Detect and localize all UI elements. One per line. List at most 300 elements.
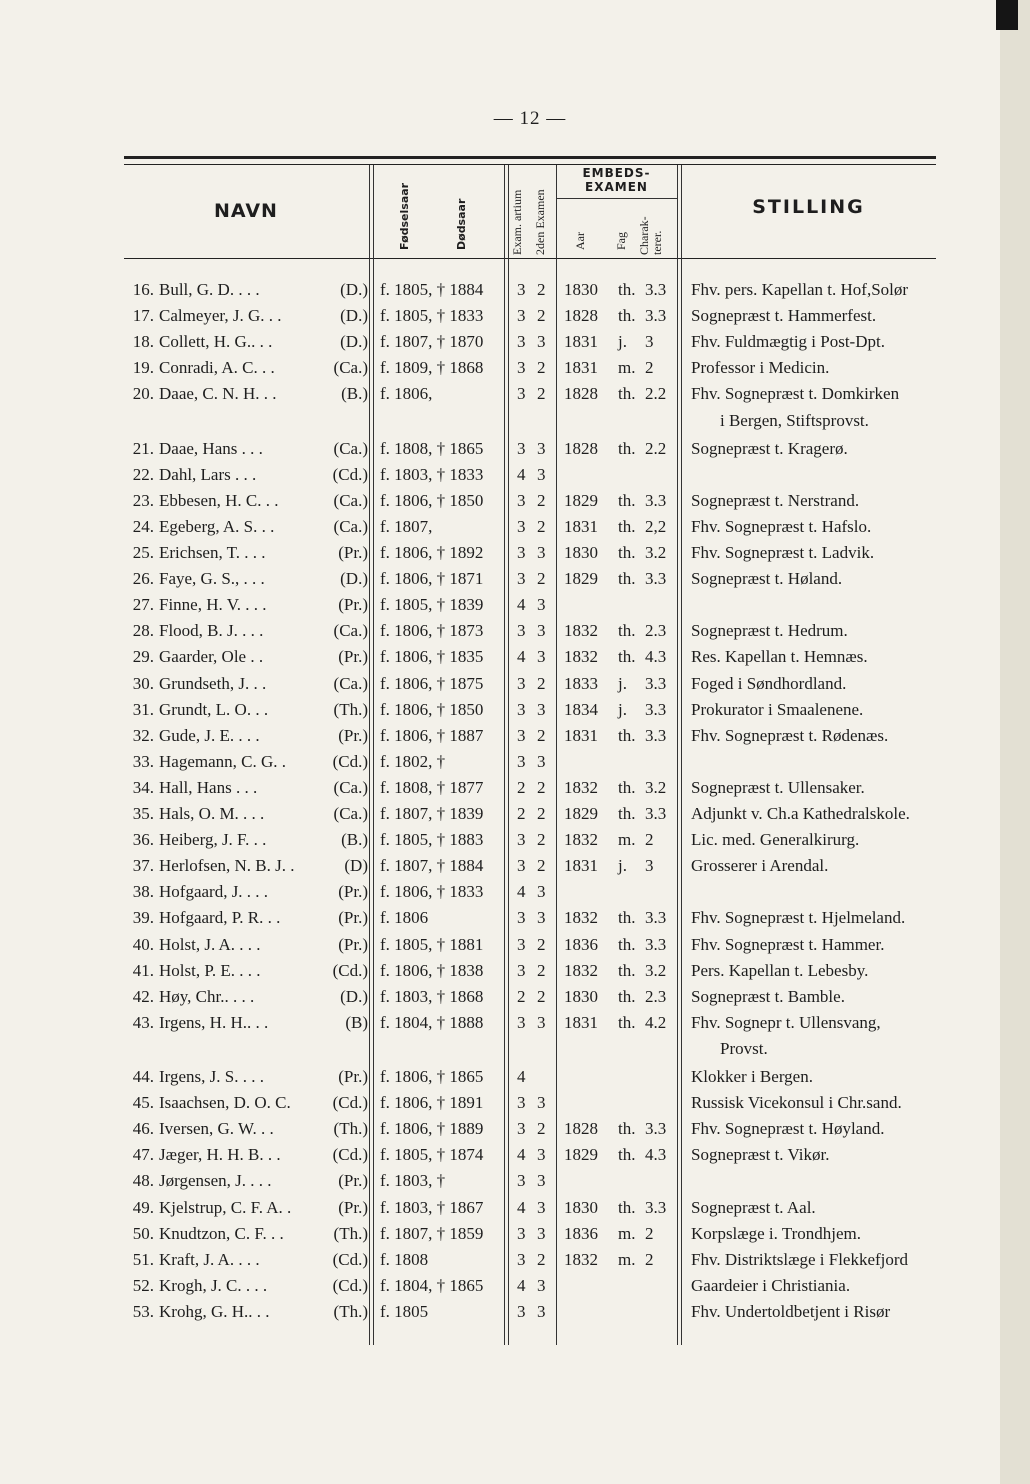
entry-embeds-field: th. <box>618 908 636 927</box>
entry-embeds-grade: 3.3 <box>645 306 667 325</box>
entry-number: 47. <box>132 1145 154 1164</box>
entry-born-died: f. 1807, <box>380 517 433 536</box>
entry-number: 53. <box>132 1302 154 1321</box>
entry-born-died: f. 1803, † 1833 <box>380 465 484 484</box>
entry-region: (Ca.) <box>333 491 368 510</box>
entry-region: (B.) <box>341 384 368 403</box>
entry-exam-artium: 2 <box>517 778 526 797</box>
entry-anden-examen: 2 <box>537 517 546 536</box>
entry-region: (Ca.) <box>333 358 368 377</box>
entry-born-died: f. 1805 <box>380 1302 429 1321</box>
entry-anden-examen: 2 <box>537 491 546 510</box>
table-row <box>0 1093 1000 1119</box>
table-row <box>0 647 1000 673</box>
entry-embeds-year: 1830 <box>564 1198 598 1217</box>
entry-region: (D.) <box>340 987 368 1006</box>
entry-born-died: f. 1806, † 1889 <box>380 1119 484 1138</box>
entry-exam-artium: 4 <box>517 1145 526 1164</box>
entry-exam-artium: 3 <box>517 517 526 536</box>
entry-embeds-grade: 3.3 <box>645 804 667 823</box>
entry-position: Fhv. Sognepræst t. Rødenæs. <box>691 726 889 745</box>
entry-embeds-field: th. <box>618 804 636 823</box>
entry-region: (Ca.) <box>333 621 368 640</box>
entry-born-died: f. 1804, † 1888 <box>380 1013 484 1032</box>
entry-region: (Pr.) <box>338 908 368 927</box>
entry-exam-artium: 3 <box>517 674 526 693</box>
entry-anden-examen: 3 <box>537 1013 546 1032</box>
entry-embeds-field: th. <box>618 491 636 510</box>
entry-exam-artium: 3 <box>517 1093 526 1112</box>
entry-region: (Pr.) <box>338 726 368 745</box>
entry-anden-examen: 3 <box>537 1145 546 1164</box>
entry-number: 40. <box>132 935 154 954</box>
entry-number: 28. <box>132 621 154 640</box>
entry-embeds-grade: 3.3 <box>645 280 667 299</box>
entry-number: 41. <box>132 961 154 980</box>
entry-name: Holst, J. A. . . . <box>159 935 261 954</box>
entry-position: Klokker i Bergen. <box>691 1067 813 1086</box>
entry-exam-artium: 4 <box>517 1198 526 1217</box>
entry-name: Kraft, J. A. . . . <box>159 1250 260 1269</box>
table-row <box>0 384 1000 410</box>
entry-embeds-field: th. <box>618 280 636 299</box>
entry-number: 48. <box>132 1171 154 1190</box>
entry-exam-artium: 3 <box>517 439 526 458</box>
top-rule-thick <box>124 156 936 159</box>
entry-position: Gaardeier i Christiania. <box>691 1276 851 1295</box>
entry-born-died: f. 1805, † 1839 <box>380 595 484 614</box>
entry-name: Egeberg, A. S. . . <box>159 517 275 536</box>
entry-number: 21. <box>132 439 154 458</box>
entry-name: Calmeyer, J. G. . . <box>159 306 282 325</box>
entry-born-died: f. 1806, † 1838 <box>380 961 484 980</box>
entry-position: Adjunkt v. Ch.a Kathedralskole. <box>691 804 910 823</box>
entry-region: (Cd.) <box>332 465 368 484</box>
entry-name: Ebbesen, H. C. . . <box>159 491 279 510</box>
entry-exam-artium: 3 <box>517 1250 526 1269</box>
entry-number: 34. <box>132 778 154 797</box>
entry-number: 35. <box>132 804 154 823</box>
entry-name: Erichsen, T. . . . <box>159 543 266 562</box>
entry-number: 26. <box>132 569 154 588</box>
entry-number: 31. <box>132 700 154 719</box>
entry-anden-examen: 3 <box>537 1224 546 1243</box>
entry-exam-artium: 4 <box>517 1067 526 1086</box>
entry-born-died: f. 1805, † 1883 <box>380 830 484 849</box>
entry-region: (D.) <box>340 332 368 351</box>
entry-region: (Pr.) <box>338 1171 368 1190</box>
entry-region: (Cd.) <box>332 1145 368 1164</box>
entry-exam-artium: 4 <box>517 465 526 484</box>
entry-name: Hofgaard, P. R. . . <box>159 908 281 927</box>
entry-region: (Pr.) <box>338 882 368 901</box>
table-row <box>0 465 1000 491</box>
entry-embeds-year: 1834 <box>564 700 598 719</box>
entry-exam-artium: 3 <box>517 961 526 980</box>
entry-name: Daae, Hans . . . <box>159 439 263 458</box>
entry-position: Fhv. Sognepræst t. Ladvik. <box>691 543 875 562</box>
header-rule <box>124 258 936 259</box>
entry-name: Hall, Hans . . . <box>159 778 258 797</box>
entry-embeds-year: 1832 <box>564 1250 598 1269</box>
entry-embeds-field: th. <box>618 1145 636 1164</box>
page-edge <box>1000 0 1030 1484</box>
entry-anden-examen: 3 <box>537 700 546 719</box>
entry-exam-artium: 3 <box>517 332 526 351</box>
entry-embeds-field: th. <box>618 1013 636 1032</box>
entry-anden-examen: 3 <box>537 1093 546 1112</box>
entry-position: Pers. Kapellan t. Lebesby. <box>691 961 869 980</box>
table-row <box>0 856 1000 882</box>
table-row <box>0 543 1000 569</box>
table-row <box>0 1198 1000 1224</box>
entry-born-died: f. 1805, † 1833 <box>380 306 484 325</box>
entry-embeds-year: 1832 <box>564 908 598 927</box>
entry-region: (B.) <box>341 830 368 849</box>
entry-number: 18. <box>132 332 154 351</box>
entry-embeds-field: j. <box>618 332 627 351</box>
entry-born-died: f. 1806, † 1833 <box>380 882 484 901</box>
entry-name: Høy, Chr.. . . . <box>159 987 255 1006</box>
entry-exam-artium: 3 <box>517 700 526 719</box>
entry-position: Fhv. Sognepræst t. Hafslo. <box>691 517 872 536</box>
entry-name: Daae, C. N. H. . . <box>159 384 277 403</box>
table-row <box>0 674 1000 700</box>
entry-exam-artium: 3 <box>517 491 526 510</box>
page-number: — 12 — <box>493 108 567 129</box>
entry-name: Hagemann, C. G. . <box>159 752 287 771</box>
entry-exam-artium: 3 <box>517 726 526 745</box>
entry-name: Hofgaard, J. . . . <box>159 882 269 901</box>
table-row-continuation <box>0 411 1000 437</box>
entry-embeds-grade: 3.3 <box>645 569 667 588</box>
entry-embeds-field: m. <box>618 1224 636 1243</box>
entry-embeds-year: 1829 <box>564 804 598 823</box>
table-row <box>0 1013 1000 1039</box>
table-row <box>0 700 1000 726</box>
entry-born-died: f. 1807, † 1859 <box>380 1224 484 1243</box>
entry-region: (Pr.) <box>338 935 368 954</box>
entry-born-died: f. 1803, † <box>380 1171 446 1190</box>
entry-number: 29. <box>132 647 154 666</box>
entry-born-died: f. 1806, † 1850 <box>380 700 484 719</box>
entry-born-died: f. 1807, † 1870 <box>380 332 484 351</box>
entry-embeds-year: 1831 <box>564 1013 598 1032</box>
entry-exam-artium: 4 <box>517 647 526 666</box>
entry-region: (D.) <box>340 569 368 588</box>
entry-embeds-grade: 4.2 <box>645 1013 667 1032</box>
entry-embeds-grade: 2 <box>645 830 654 849</box>
entry-exam-artium: 3 <box>517 856 526 875</box>
header-fodselsaar: Fødselsaar <box>398 182 411 250</box>
entry-region: (Th.) <box>333 1224 368 1243</box>
entry-position-continued: i Bergen, Stiftsprovst. <box>720 411 869 430</box>
header-charakterer: Charak- terer. <box>637 216 664 255</box>
entry-embeds-grade: 3.3 <box>645 1119 667 1138</box>
entry-region: (Ca.) <box>333 674 368 693</box>
entry-embeds-grade: 3.3 <box>645 726 667 745</box>
entry-embeds-year: 1832 <box>564 621 598 640</box>
entry-embeds-year: 1831 <box>564 856 598 875</box>
entry-anden-examen: 3 <box>537 332 546 351</box>
entry-embeds-field: th. <box>618 384 636 403</box>
entry-region: (Cd.) <box>332 961 368 980</box>
table-row <box>0 882 1000 908</box>
entry-region: (Pr.) <box>338 1198 368 1217</box>
entry-born-died: f. 1806, † 1865 <box>380 1067 484 1086</box>
header-fag: Fag <box>614 232 628 250</box>
entry-number: 51. <box>132 1250 154 1269</box>
entry-name: Jæger, H. H. B. . . <box>159 1145 281 1164</box>
entry-number: 22. <box>132 465 154 484</box>
entry-embeds-grade: 4.3 <box>645 647 667 666</box>
entry-embeds-grade: 2 <box>645 1250 654 1269</box>
entry-embeds-field: m. <box>618 358 636 377</box>
entry-born-died: f. 1807, † 1884 <box>380 856 484 875</box>
entry-anden-examen: 3 <box>537 1171 546 1190</box>
table-row <box>0 961 1000 987</box>
entry-embeds-year: 1829 <box>564 1145 598 1164</box>
entry-position: Russisk Vicekonsul i Chr.sand. <box>691 1093 902 1112</box>
entry-anden-examen: 2 <box>537 569 546 588</box>
entry-embeds-grade: 3.2 <box>645 961 667 980</box>
entry-anden-examen: 3 <box>537 465 546 484</box>
entry-embeds-grade: 3 <box>645 332 654 351</box>
entry-embeds-field: m. <box>618 830 636 849</box>
entry-born-died: f. 1804, † 1865 <box>380 1276 484 1295</box>
embeds-subheader-rule <box>557 198 677 199</box>
entry-born-died: f. 1806, † 1891 <box>380 1093 484 1112</box>
entry-anden-examen: 3 <box>537 439 546 458</box>
entry-embeds-field: j. <box>618 700 627 719</box>
entry-embeds-year: 1831 <box>564 517 598 536</box>
entry-position: Fhv. pers. Kapellan t. Hof,Solør <box>691 280 909 299</box>
entry-name: Isaachsen, D. O. C. <box>159 1093 291 1112</box>
entry-embeds-grade: 3.3 <box>645 700 667 719</box>
entry-region: (Pr.) <box>338 1067 368 1086</box>
entry-anden-examen: 2 <box>537 778 546 797</box>
entry-name: Dahl, Lars . . . <box>159 465 257 484</box>
entry-anden-examen: 3 <box>537 543 546 562</box>
entry-name: Irgens, H. H.. . . <box>159 1013 269 1032</box>
entry-region: (Th.) <box>333 700 368 719</box>
entry-embeds-year: 1831 <box>564 726 598 745</box>
top-rule-thin <box>124 164 936 165</box>
entry-name: Grundt, L. O. . . <box>159 700 269 719</box>
entry-born-died: f. 1805, † 1874 <box>380 1145 484 1164</box>
table-row <box>0 595 1000 621</box>
table-row <box>0 935 1000 961</box>
entry-position: Res. Kapellan t. Hemnæs. <box>691 647 868 666</box>
entry-embeds-year: 1828 <box>564 384 598 403</box>
entry-anden-examen: 2 <box>537 384 546 403</box>
table-row <box>0 621 1000 647</box>
entry-anden-examen: 3 <box>537 647 546 666</box>
entry-anden-examen: 3 <box>537 595 546 614</box>
entry-anden-examen: 2 <box>537 961 546 980</box>
entry-position: Fhv. Sognepræst t. Hjelmeland. <box>691 908 906 927</box>
table-row <box>0 908 1000 934</box>
table-row <box>0 280 1000 306</box>
entry-number: 16. <box>132 280 154 299</box>
entry-anden-examen: 2 <box>537 856 546 875</box>
entry-embeds-grade: 3.3 <box>645 491 667 510</box>
table-row <box>0 830 1000 856</box>
entry-name: Kjelstrup, C. F. A. . <box>159 1198 292 1217</box>
entry-name: Hals, O. M. . . . <box>159 804 265 823</box>
entry-embeds-field: j. <box>618 674 627 693</box>
entry-name: Bull, G. D. . . . <box>159 280 260 299</box>
table-row <box>0 1171 1000 1197</box>
entry-exam-artium: 3 <box>517 830 526 849</box>
entry-embeds-field: th. <box>618 961 636 980</box>
entry-position: Korpslæge i. Trondhjem. <box>691 1224 862 1243</box>
entry-born-died: f. 1806, † 1850 <box>380 491 484 510</box>
header-embeds-examen <box>556 166 677 194</box>
entry-embeds-year: 1831 <box>564 358 598 377</box>
entry-embeds-year: 1836 <box>564 935 598 954</box>
entry-anden-examen: 2 <box>537 726 546 745</box>
entry-position: Foged i Søndhordland. <box>691 674 847 693</box>
entry-position: Professor i Medicin. <box>691 358 830 377</box>
entry-embeds-year: 1828 <box>564 1119 598 1138</box>
entry-anden-examen: 2 <box>537 358 546 377</box>
entry-exam-artium: 4 <box>517 1276 526 1295</box>
table-row <box>0 1224 1000 1250</box>
entry-born-died: f. 1806, † 1892 <box>380 543 484 562</box>
entry-embeds-grade: 2.2 <box>645 439 667 458</box>
entry-region: (Ca.) <box>333 439 368 458</box>
entry-embeds-grade: 2.2 <box>645 384 667 403</box>
table-row <box>0 778 1000 804</box>
entry-born-died: f. 1803, † 1868 <box>380 987 484 1006</box>
header-navn: NAVN <box>214 200 278 222</box>
entry-embeds-grade: 3.3 <box>645 935 667 954</box>
entry-number: 44. <box>132 1067 154 1086</box>
entry-embeds-field: th. <box>618 306 636 325</box>
entry-number: 43. <box>132 1013 154 1032</box>
entry-position: Sognepræst t. Bamble. <box>691 987 845 1006</box>
entry-region: (Th.) <box>333 1119 368 1138</box>
entry-exam-artium: 4 <box>517 595 526 614</box>
entry-name: Heiberg, J. F. . . <box>159 830 267 849</box>
entry-born-died: f. 1807, † 1839 <box>380 804 484 823</box>
entry-region: (B) <box>345 1013 368 1032</box>
entry-name: Holst, P. E. . . . <box>159 961 261 980</box>
table-row <box>0 987 1000 1013</box>
entry-born-died: f. 1805, † 1884 <box>380 280 484 299</box>
entry-number: 50. <box>132 1224 154 1243</box>
entry-anden-examen: 3 <box>537 1198 546 1217</box>
entry-embeds-year: 1828 <box>564 306 598 325</box>
entry-region: (Cd.) <box>332 1276 368 1295</box>
entry-embeds-field: th. <box>618 621 636 640</box>
entry-name: Gaarder, Ole . . <box>159 647 264 666</box>
entry-position: Sognepræst t. Kragerø. <box>691 439 848 458</box>
entry-position: Fhv. Undertoldbetjent i Risør <box>691 1302 891 1321</box>
entry-anden-examen: 3 <box>537 1276 546 1295</box>
entry-number: 37. <box>132 856 154 875</box>
entry-embeds-field: th. <box>618 439 636 458</box>
entry-position: Sognepræst t. Vikør. <box>691 1145 830 1164</box>
entry-embeds-field: th. <box>618 987 636 1006</box>
entry-number: 25. <box>132 543 154 562</box>
entry-born-died: f. 1806, † 1873 <box>380 621 484 640</box>
table-row <box>0 332 1000 358</box>
entry-exam-artium: 3 <box>517 908 526 927</box>
entry-position: Sognepræst t. Hammerfest. <box>691 306 877 325</box>
entry-name: Iversen, G. W. . . <box>159 1119 274 1138</box>
entry-embeds-field: m. <box>618 1250 636 1269</box>
entry-name: Krogh, J. C. . . . <box>159 1276 268 1295</box>
entry-anden-examen: 2 <box>537 935 546 954</box>
entry-number: 32. <box>132 726 154 745</box>
entry-born-died: f. 1808, † 1877 <box>380 778 484 797</box>
entry-embeds-field: j. <box>618 856 627 875</box>
entry-embeds-field: th. <box>618 1198 636 1217</box>
entry-embeds-grade: 2 <box>645 358 654 377</box>
entry-region: (Ca.) <box>333 778 368 797</box>
entry-exam-artium: 3 <box>517 1171 526 1190</box>
entry-embeds-field: th. <box>618 543 636 562</box>
entry-region: (Ca.) <box>333 517 368 536</box>
entry-number: 23. <box>132 491 154 510</box>
entry-anden-examen: 3 <box>537 752 546 771</box>
entry-embeds-grade: 2.3 <box>645 987 667 1006</box>
entry-born-died: f. 1806, † 1871 <box>380 569 484 588</box>
entry-number: 52. <box>132 1276 154 1295</box>
entry-number: 46. <box>132 1119 154 1138</box>
entry-anden-examen: 2 <box>537 830 546 849</box>
table-row <box>0 439 1000 465</box>
entry-exam-artium: 3 <box>517 543 526 562</box>
table-row <box>0 491 1000 517</box>
entry-exam-artium: 2 <box>517 987 526 1006</box>
entry-embeds-grade: 3 <box>645 856 654 875</box>
entry-embeds-field: th. <box>618 517 636 536</box>
entry-embeds-field: th. <box>618 647 636 666</box>
entry-born-died: f. 1805, † 1881 <box>380 935 484 954</box>
entry-embeds-year: 1832 <box>564 830 598 849</box>
entry-anden-examen: 3 <box>537 1302 546 1321</box>
entry-position-continued: Provst. <box>720 1039 768 1058</box>
entry-anden-examen: 2 <box>537 280 546 299</box>
entry-name: Knudtzon, C. F. . . <box>159 1224 284 1243</box>
entry-born-died: f. 1806, † 1835 <box>380 647 484 666</box>
entry-born-died: f. 1806, <box>380 384 433 403</box>
header-anden-examen: 2den Examen <box>533 189 547 255</box>
entry-region: (D) <box>344 856 368 875</box>
entry-exam-artium: 3 <box>517 1302 526 1321</box>
entry-name: Conradi, A. C. . . <box>159 358 275 377</box>
entry-born-died: f. 1809, † 1868 <box>380 358 484 377</box>
entry-embeds-field: th. <box>618 935 636 954</box>
table-row <box>0 1250 1000 1276</box>
entry-embeds-year: 1830 <box>564 987 598 1006</box>
table-row <box>0 804 1000 830</box>
table-row <box>0 1119 1000 1145</box>
header-aar: Aar <box>573 232 587 250</box>
entry-name: Grundseth, J. . . <box>159 674 267 693</box>
entry-exam-artium: 4 <box>517 882 526 901</box>
entry-embeds-year: 1832 <box>564 778 598 797</box>
entry-name: Herlofsen, N. B. J. . <box>159 856 295 875</box>
table-row <box>0 358 1000 384</box>
entry-born-died: f. 1803, † 1867 <box>380 1198 484 1217</box>
entry-name: Flood, B. J. . . . <box>159 621 264 640</box>
entry-region: (Pr.) <box>338 543 368 562</box>
entry-embeds-grade: 4.3 <box>645 1145 667 1164</box>
